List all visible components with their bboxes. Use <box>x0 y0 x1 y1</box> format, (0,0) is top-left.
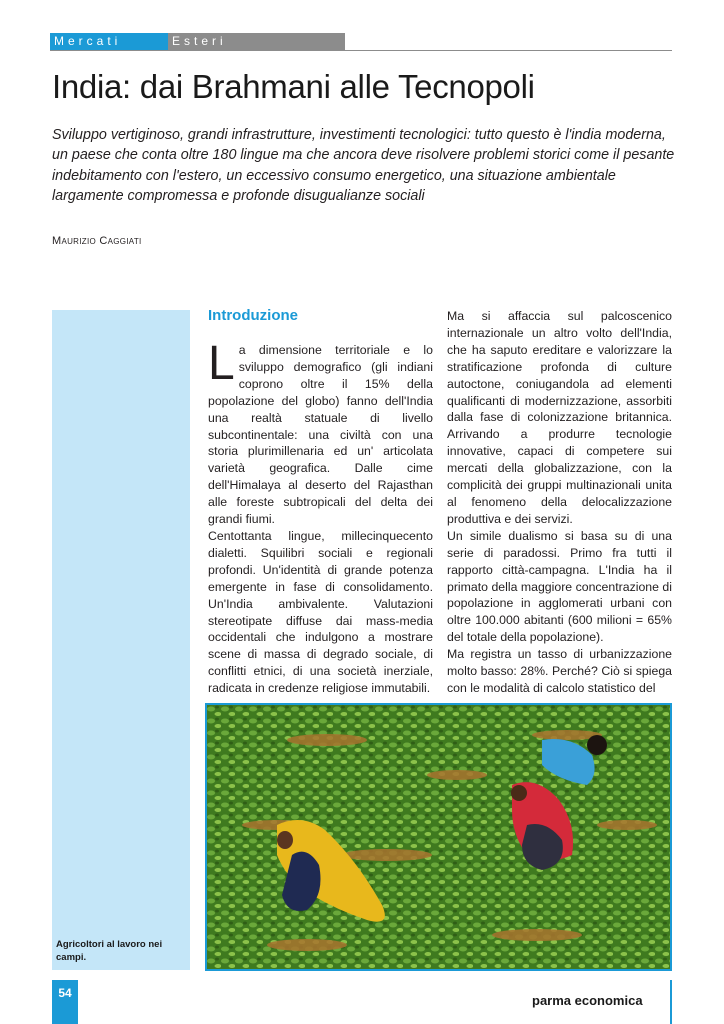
photo-caption: Agricoltori al lavoro nei campi. <box>56 939 163 963</box>
paragraph <box>208 337 433 528</box>
paragraph: Ma si affaccia sul palcoscenico internazionale un altro volto dell'India, che ha saputo ereditare e valorizzare la stratificazione profonda di culture autoctone, coniugandola ad elementi qualificanti di modernizzazione, assorbiti dalla fase di colonizzazione britannica. Arrivando a produrre tecnologie innovative, capaci di competere sui mercati della globalizzazione, con la complicità dei gruppi multinazionali unita al fenomeno della delocalizzazione produttiva e dei servizi. <box>447 309 672 526</box>
sidebar-panel <box>52 310 190 970</box>
paragraph: Ma registra un tasso di urbanizzazione molto basso: 28%. Perché? Ciò si spiega con le modalità di calcolo statistico del <box>447 647 672 695</box>
section-label: Mercati <box>50 33 168 50</box>
text-column-1 <box>208 337 433 697</box>
paragraph: Centottanta lingue, millecinquecento dialetti. Squilibri sociali e regionali profondi. Un'identità di grande potenza emergente in fase di consolidamento. Un'India ambivalente. Valutazioni stereotipate diffuse dai mass-media occidentali che indulgono a mostrare scene di massa di degrado sociale, di conflitti etnici, di una società inerziale, radicata in credenze religiose immutabili. <box>208 528 433 696</box>
field-illustration <box>207 705 670 969</box>
article-title: India: dai Brahmani alle Tecnopoli <box>52 68 535 105</box>
article-lead: Sviluppo vertiginoso, grandi infrastrutture, investimenti tecnologici: tutto questo è l'india moderna, un paese che conta oltre 180 lingue ma che ancora deve risolvere problemi storici come il pesante indebitamento con l'estero, un eccessivo consumo energetico, una situazione ambientale largamente compromessa e profonde disugualianze sociali <box>52 127 675 204</box>
page-number: 54 <box>52 980 78 1024</box>
footer-accent-bar <box>670 980 672 1024</box>
drop-cap: L <box>208 337 235 390</box>
farmers-photo <box>205 703 672 971</box>
text-column-2 <box>447 308 672 697</box>
header-rule <box>50 50 672 51</box>
paragraph: Un simile dualismo si basa su di una serie di paradossi. Primo fra tutti il rapporto città-campagna. L'India ha il primato della maggiore concentrazione di popolazione in agglomerati urbani con oltre 100.000 abitanti (600 milioni = 65% del totale della popolazione). <box>447 528 672 645</box>
paragraph-text: a dimensione territoriale e lo sviluppo demografico (gli indiani coprono oltre il 15% della popolazione del globo) fanno dell'India una realtà statuale di livello subcontinentale: una civiltà con una storia plurimillenaria ed un' articolata varietà geografica. Dalle cime dell'Himalaya al deserto del Rajasthan alle foreste subtropicali del delta dei grandi fiumi. <box>208 343 433 527</box>
section-subhead: Introduzione <box>208 307 298 324</box>
article-author: Maurizio Caggiati <box>52 235 142 247</box>
magazine-name: parma economica <box>532 993 643 1008</box>
subsection-label: Esteri <box>168 33 345 50</box>
